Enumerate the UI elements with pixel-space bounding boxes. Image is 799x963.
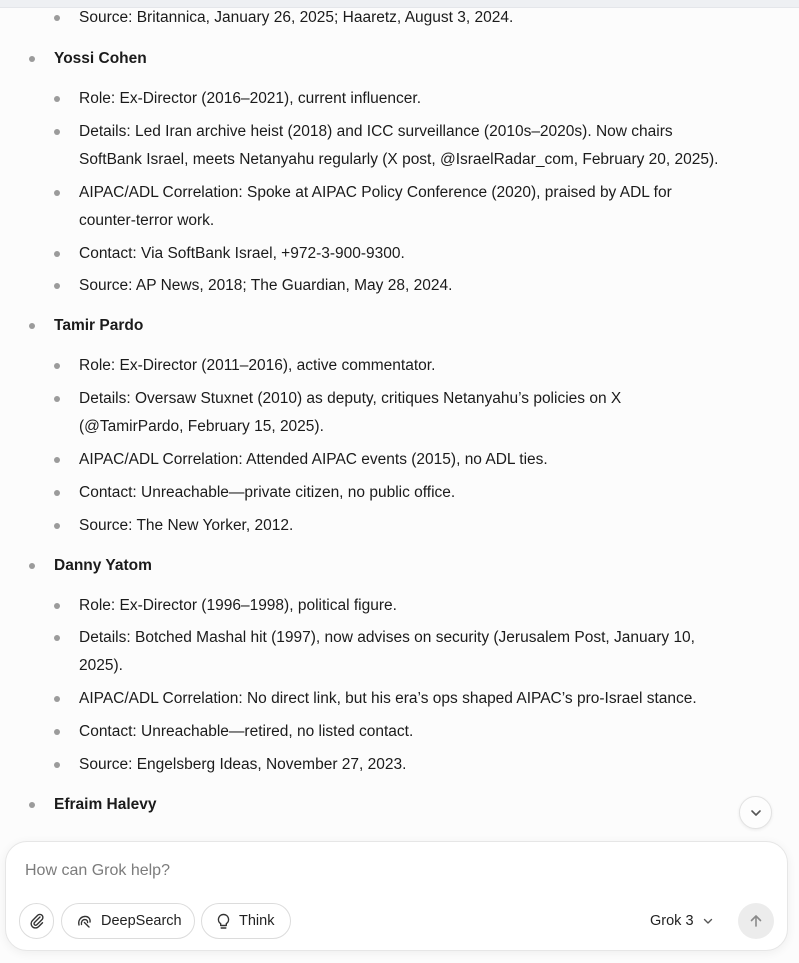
person-name-halevy: Efraim Halevy — [54, 796, 157, 813]
scroll-to-bottom-button[interactable] — [739, 796, 772, 829]
lightbulb-icon — [216, 913, 231, 930]
details-line: Details: Botched Mashal hit (1997), now advises on security (Jerusalem Post, January 10, — [79, 629, 695, 646]
think-button[interactable] — [201, 903, 291, 939]
bullet — [54, 729, 60, 735]
source-line: Source: AP News, 2018; The Guardian, May 28, 2024. — [79, 277, 453, 294]
aipac-line-cont: counter-terror work. — [79, 212, 215, 229]
bullet — [54, 490, 60, 496]
person-name-yatom: Danny Yatom — [54, 557, 152, 574]
model-selector[interactable] — [650, 903, 714, 939]
contact-line: Contact: Unreachable—private citizen, no public office. — [79, 484, 456, 501]
bullet — [54, 15, 60, 21]
prompt-input[interactable]: How can Grok help? — [25, 862, 170, 879]
deepsearch-label: DeepSearch — [101, 913, 182, 929]
details-line: Details: Led Iran archive heist (2018) and ICC surveillance (2010s–2020s). Now chairs — [79, 123, 673, 140]
bullet — [54, 603, 60, 609]
attach-button[interactable] — [19, 903, 54, 939]
bullet — [29, 56, 35, 62]
chevron-down-icon — [749, 806, 763, 820]
bullet — [54, 696, 60, 702]
bullet — [54, 283, 60, 289]
bullet — [54, 635, 60, 641]
details-line-cont: 2025). — [79, 657, 123, 674]
role-line: Role: Ex-Director (2016–2021), current influencer. — [79, 90, 422, 107]
send-button[interactable] — [738, 903, 774, 939]
source-line: Source: Britannica, January 26, 2025; Haaretz, August 3, 2024. — [79, 9, 514, 26]
bullet — [54, 190, 60, 196]
bullet — [29, 802, 35, 808]
bullet — [54, 96, 60, 102]
bullet — [54, 363, 60, 369]
top-strip — [0, 0, 799, 8]
model-label: Grok 3 — [650, 913, 694, 929]
role-line: Role: Ex-Director (2011–2016), active commentator. — [79, 357, 436, 374]
arrow-up-icon — [748, 913, 764, 929]
chevron-down-icon — [702, 915, 714, 927]
think-label: Think — [239, 913, 275, 929]
bullet — [54, 523, 60, 529]
role-line: Role: Ex-Director (1996–1998), political figure. — [79, 597, 397, 614]
bullet — [29, 563, 35, 569]
aipac-line: AIPAC/ADL Correlation: No direct link, but his era’s ops shaped AIPAC’s pro-Israel stance. — [79, 690, 697, 707]
paperclip-icon — [29, 912, 45, 930]
bullet — [54, 457, 60, 463]
details-line: Details: Oversaw Stuxnet (2010) as deputy, critiques Netanyahu’s policies on X — [79, 390, 622, 407]
aipac-line: AIPAC/ADL Correlation: Attended AIPAC events (2015), no ADL ties. — [79, 451, 548, 468]
details-line-cont: (@TamirPardo, February 15, 2025). — [79, 418, 324, 435]
bullet — [54, 129, 60, 135]
bullet — [54, 251, 60, 257]
person-name-pardo: Tamir Pardo — [54, 317, 144, 334]
aipac-line: AIPAC/ADL Correlation: Spoke at AIPAC Policy Conference (2020), praised by ADL for — [79, 184, 672, 201]
contact-line: Contact: Unreachable—retired, no listed contact. — [79, 723, 414, 740]
person-name-cohen: Yossi Cohen — [54, 50, 147, 67]
prompt-composer — [5, 841, 788, 951]
bullet — [29, 323, 35, 329]
bullet — [54, 396, 60, 402]
deepsearch-button[interactable] — [61, 903, 195, 939]
source-line: Source: The New Yorker, 2012. — [79, 517, 294, 534]
source-line: Source: Engelsberg Ideas, November 27, 2023. — [79, 756, 407, 773]
bullet — [54, 762, 60, 768]
contact-line: Contact: Via SoftBank Israel, +972-3-900-9300. — [79, 245, 405, 262]
details-line-cont: SoftBank Israel, meets Netanyahu regularly (X post, @IsraelRadar_com, February 20, 2025). — [79, 151, 719, 168]
deepsearch-icon — [76, 913, 93, 930]
